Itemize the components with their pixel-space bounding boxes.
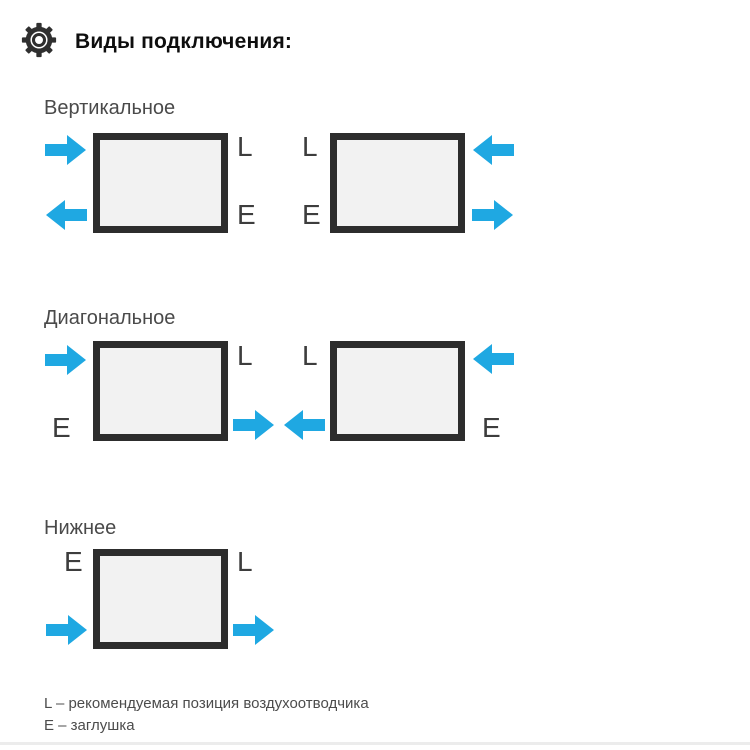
port-label-l: L bbox=[302, 340, 318, 371]
port-label-e: E bbox=[52, 412, 71, 443]
flow-out-arrow-icon bbox=[233, 409, 275, 441]
bottom-divider bbox=[0, 742, 750, 745]
legend-line-plug: E – заглушка bbox=[44, 717, 135, 734]
flow-in-arrow-icon bbox=[472, 134, 514, 166]
section-label-vertical: Вертикальное bbox=[44, 97, 176, 119]
radiator-box bbox=[93, 341, 228, 441]
port-label-e: E bbox=[482, 412, 501, 443]
flow-out-arrow-icon bbox=[45, 199, 87, 231]
flow-out-arrow-icon bbox=[233, 614, 275, 646]
port-label-l: L bbox=[237, 340, 253, 371]
flow-out-arrow-icon bbox=[283, 409, 325, 441]
gear-icon bbox=[20, 21, 58, 59]
radiator-box bbox=[330, 133, 465, 233]
port-label-e: E bbox=[302, 199, 321, 230]
port-label-e: E bbox=[64, 546, 83, 577]
flow-out-arrow-icon bbox=[472, 199, 514, 231]
radiator-box bbox=[330, 341, 465, 441]
page-title: Виды подключения: bbox=[75, 30, 293, 53]
flow-in-arrow-icon bbox=[45, 344, 87, 376]
port-label-l: L bbox=[302, 131, 318, 162]
section-label-bottom: Нижнее bbox=[44, 517, 117, 539]
port-label-e: E bbox=[237, 199, 256, 230]
radiator-box bbox=[93, 133, 228, 233]
flow-in-arrow-icon bbox=[45, 134, 87, 166]
port-label-l: L bbox=[237, 546, 253, 577]
flow-in-arrow-icon bbox=[472, 343, 514, 375]
radiator-box bbox=[93, 549, 228, 649]
legend-line-air-vent: L – рекомендуемая позиция воздухоотводчика bbox=[44, 695, 369, 712]
port-label-l: L bbox=[237, 131, 253, 162]
flow-in-arrow-icon bbox=[46, 614, 88, 646]
section-label-diagonal: Диагональное bbox=[44, 307, 176, 329]
